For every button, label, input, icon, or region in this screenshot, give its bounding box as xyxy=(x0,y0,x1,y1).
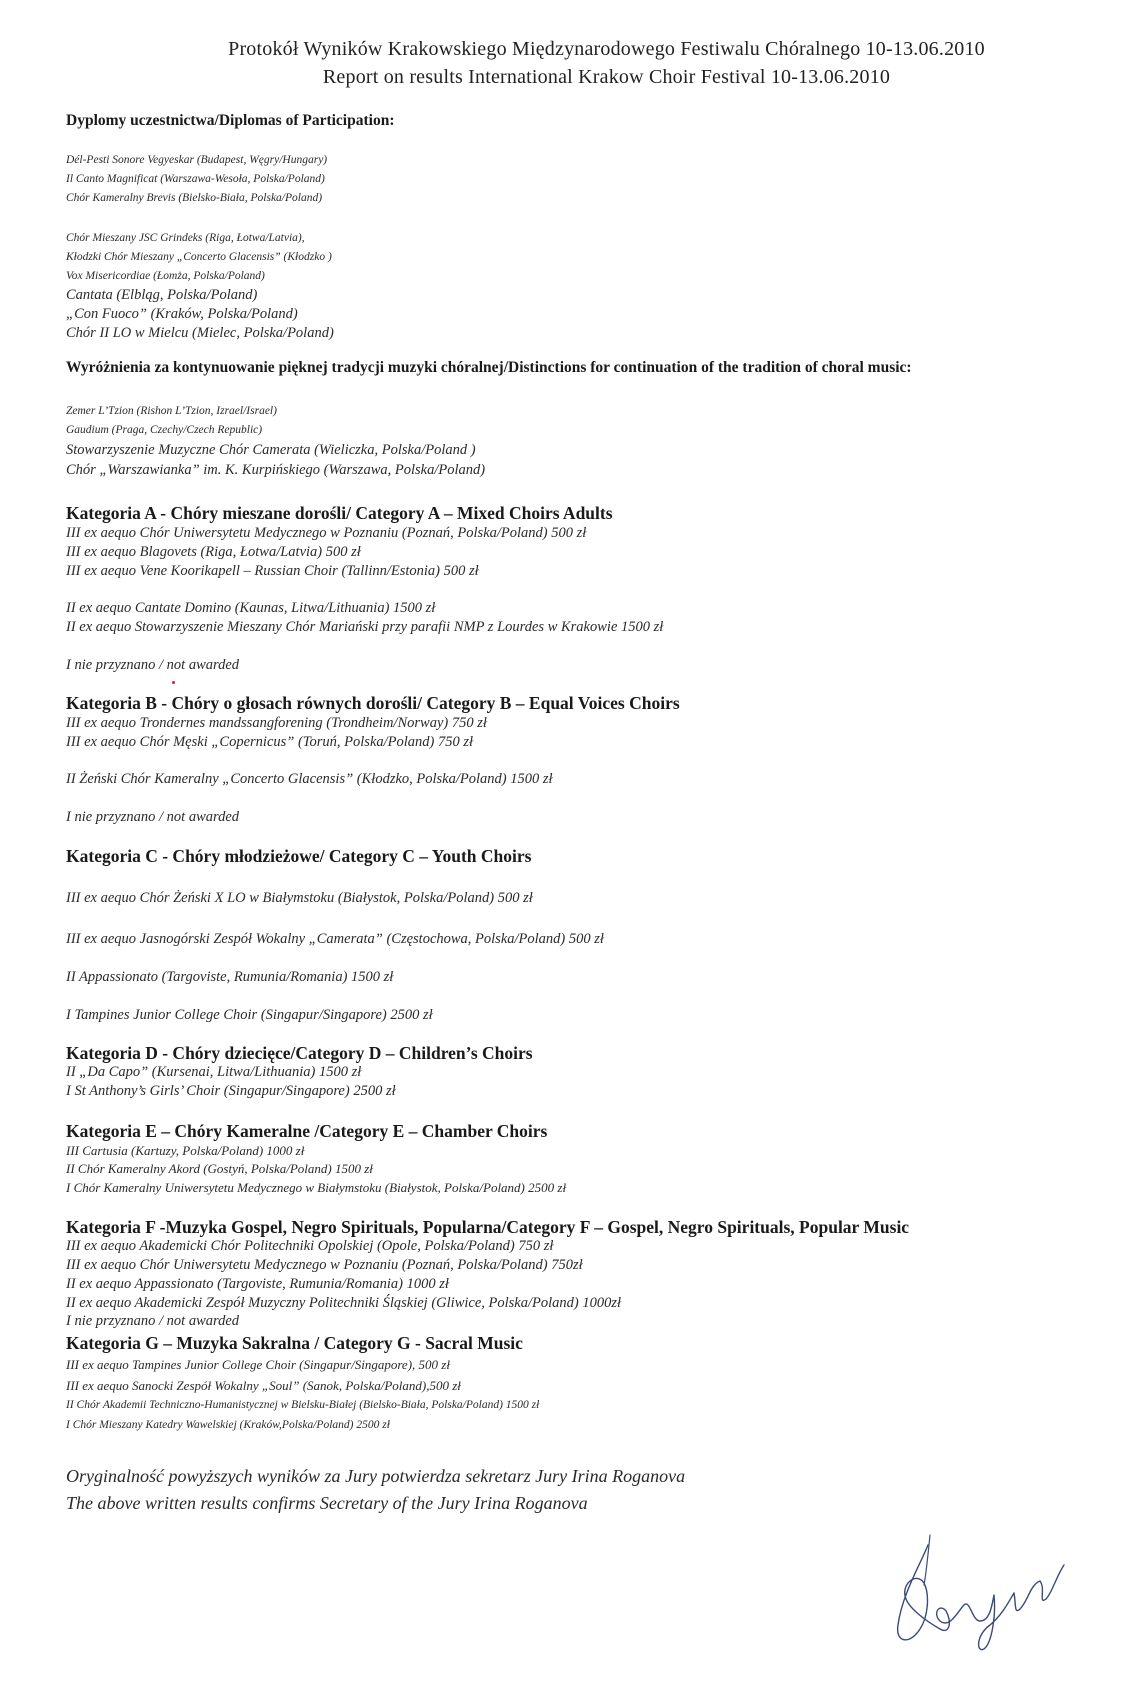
award-line: III ex aequo Chór Uniwersytetu Medycznego w Poznaniu (Poznań, Polska/Poland) 750zł xyxy=(66,1257,583,1273)
award-line: I nie przyznano / not awarded xyxy=(66,1313,240,1329)
award-line: I Chór Kameralny Uniwersytetu Medycznego w Białymstoku (Białystok, Polska/Poland) 2500 zł xyxy=(66,1180,567,1195)
distinction-item: Chór „Warszawianka” im. K. Kurpińskiego (Warszawa, Polska/Poland) xyxy=(66,462,486,478)
distinctions-heading: Wyróżnienia za kontynuowanie pięknej tradycji muzyki chóralnej/Distinctions for continuation of the tradition of choral music: xyxy=(66,359,912,376)
document-title-english: Report on results International Krakow Choir Festival 10-13.06.2010 xyxy=(322,66,891,88)
diploma-item: Il Canto Magnificat (Warszawa-Wesoła, Polska/Poland) xyxy=(66,173,325,185)
ink-speck xyxy=(172,681,175,684)
diploma-item: Cantata (Elbląg, Polska/Poland) xyxy=(66,287,258,303)
award-line: III ex aequo Chór Uniwersytetu Medycznego w Poznaniu (Poznań, Polska/Poland) 500 zł xyxy=(66,525,587,541)
category-c-heading: Kategoria C - Chóry młodzieżowe/ Category C – Youth Choirs xyxy=(66,846,532,866)
award-line: II Appassionato (Targoviste, Rumunia/Romania) 1500 zł xyxy=(66,969,394,985)
award-line: II „Da Capo” (Kursenai, Litwa/Lithuania) 1500 zł xyxy=(66,1064,362,1080)
award-line: II Chór Kameralny Akord (Gostyń, Polska/Poland) 1500 zł xyxy=(66,1161,373,1176)
category-b-heading: Kategoria B - Chóry o głosach równych dorośli/ Category B – Equal Voices Choirs xyxy=(66,693,680,713)
verification-note-english: The above written results confirms Secretary of the Jury Irina Roganova xyxy=(66,1493,588,1513)
diploma-item: Kłodzki Chór Mieszany „Concerto Glacensis” (Kłodzko ) xyxy=(66,251,332,263)
award-line: I Chór Mieszany Katedry Wawelskiej (Kraków,Polska/Poland) 2500 zł xyxy=(66,1419,390,1431)
award-line: I nie przyznano / not awarded xyxy=(66,657,240,673)
award-line: III ex aequo Chór Męski „Copernicus” (Toruń, Polska/Poland) 750 zł xyxy=(66,734,474,750)
award-line: III ex aequo Blagovets (Riga, Łotwa/Latvia) 500 zł xyxy=(66,544,361,560)
diploma-item: Dél-Pesti Sonore Vegyeskar (Budapest, Węgry/Hungary) xyxy=(66,154,328,166)
distinction-item: Gaudium (Praga, Czechy/Czech Republic) xyxy=(66,424,263,436)
diploma-item: Chór Mieszany JSC Grindeks (Riga, Łotwa/Latvia), xyxy=(66,232,305,244)
award-line: II Żeński Chór Kameralny „Concerto Glacensis” (Kłodzko, Polska/Poland) 1500 zł xyxy=(66,771,553,787)
award-line: III ex aequo Akademicki Chór Politechniki Opolskiej (Opole, Polska/Poland) 750 zł xyxy=(66,1238,554,1254)
award-line: III ex aequo Chór Żeński X LO w Białymstoku (Białystok, Polska/Poland) 500 zł xyxy=(66,890,533,906)
diploma-item: Vox Misericordiae (Łomża, Polska/Poland) xyxy=(66,270,265,282)
handwritten-signature xyxy=(880,1525,1070,1655)
award-line: II ex aequo Appassionato (Targoviste, Rumunia/Romania) 1000 zł xyxy=(66,1276,449,1292)
category-a-heading: Kategoria A - Chóry mieszane dorośli/ Category A – Mixed Choirs Adults xyxy=(66,503,613,523)
category-d-heading: Kategoria D - Chóry dziecięce/Category D – Children’s Choirs xyxy=(66,1043,533,1063)
award-line: III ex aequo Vene Koorikapell – Russian Choir (Tallinn/Estonia) 500 zł xyxy=(66,563,479,579)
diploma-item: Chór II LO w Mielcu (Mielec, Polska/Poland) xyxy=(66,325,334,341)
award-line: III Cartusia (Kartuzy, Polska/Poland) 1000 zł xyxy=(66,1143,305,1158)
award-line: I St Anthony’s Girls’ Choir (Singapur/Singapore) 2500 zł xyxy=(66,1083,396,1099)
award-line: III ex aequo Trondernes mandssangforening (Trondheim/Norway) 750 zł xyxy=(66,715,487,731)
award-line: III ex aequo Sanocki Zespół Wokalny „Soul” (Sanok, Polska/Poland),500 zł xyxy=(66,1378,461,1393)
distinction-item: Zemer L’Tzion (Rishon L’Tzion, Izrael/Israel) xyxy=(66,405,277,417)
category-e-heading: Kategoria E – Chóry Kameralne /Category E – Chamber Choirs xyxy=(66,1121,548,1141)
category-f-heading: Kategoria F -Muzyka Gospel, Negro Spirituals, Popularna/Category F – Gospel, Negro Spirituals, Popular Music xyxy=(66,1217,910,1237)
document-title-polish: Protokół Wyników Krakowskiego Międzynarodowego Festiwalu Chóralnego 10-13.06.2010 xyxy=(228,38,985,60)
diploma-item: „Con Fuoco” (Kraków, Polska/Poland) xyxy=(66,306,298,322)
diplomas-heading: Dyplomy uczestnictwa/Diplomas of Participation: xyxy=(66,112,395,129)
award-line: II Chór Akademii Techniczno-Humanistycznej w Bielsku-Białej (Bielsko-Biała, Polska/Poland) 1500 zł xyxy=(66,1399,540,1411)
award-line: II ex aequo Akademicki Zespół Muzyczny Politechniki Śląskiej (Gliwice, Polska/Poland) 1000zł xyxy=(66,1295,622,1311)
distinction-item: Stowarzyszenie Muzyczne Chór Camerata (Wieliczka, Polska/Poland ) xyxy=(66,442,476,458)
award-line: III ex aequo Jasnogórski Zespół Wokalny „Camerata” (Częstochowa, Polska/Poland) 500 zł xyxy=(66,931,604,947)
award-line: II ex aequo Stowarzyszenie Mieszany Chór Mariański przy parafii NMP z Lourdes w Krakowie 1500 zł xyxy=(66,619,664,635)
award-line: I Tampines Junior College Choir (Singapur/Singapore) 2500 zł xyxy=(66,1007,433,1023)
verification-note-polish: Oryginalność powyższych wyników za Jury potwierdza sekretarz Jury Irina Roganova xyxy=(66,1466,686,1486)
diploma-item: Chór Kameralny Brevis (Bielsko-Biała, Polska/Poland) xyxy=(66,192,323,204)
award-line: III ex aequo Tampines Junior College Choir (Singapur/Singapore), 500 zł xyxy=(66,1357,450,1372)
award-line: II ex aequo Cantate Domino (Kaunas, Litwa/Lithuania) 1500 zł xyxy=(66,600,436,616)
category-g-heading: Kategoria G – Muzyka Sakralna / Category G - Sacral Music xyxy=(66,1333,523,1353)
award-line: I nie przyznano / not awarded xyxy=(66,809,240,825)
